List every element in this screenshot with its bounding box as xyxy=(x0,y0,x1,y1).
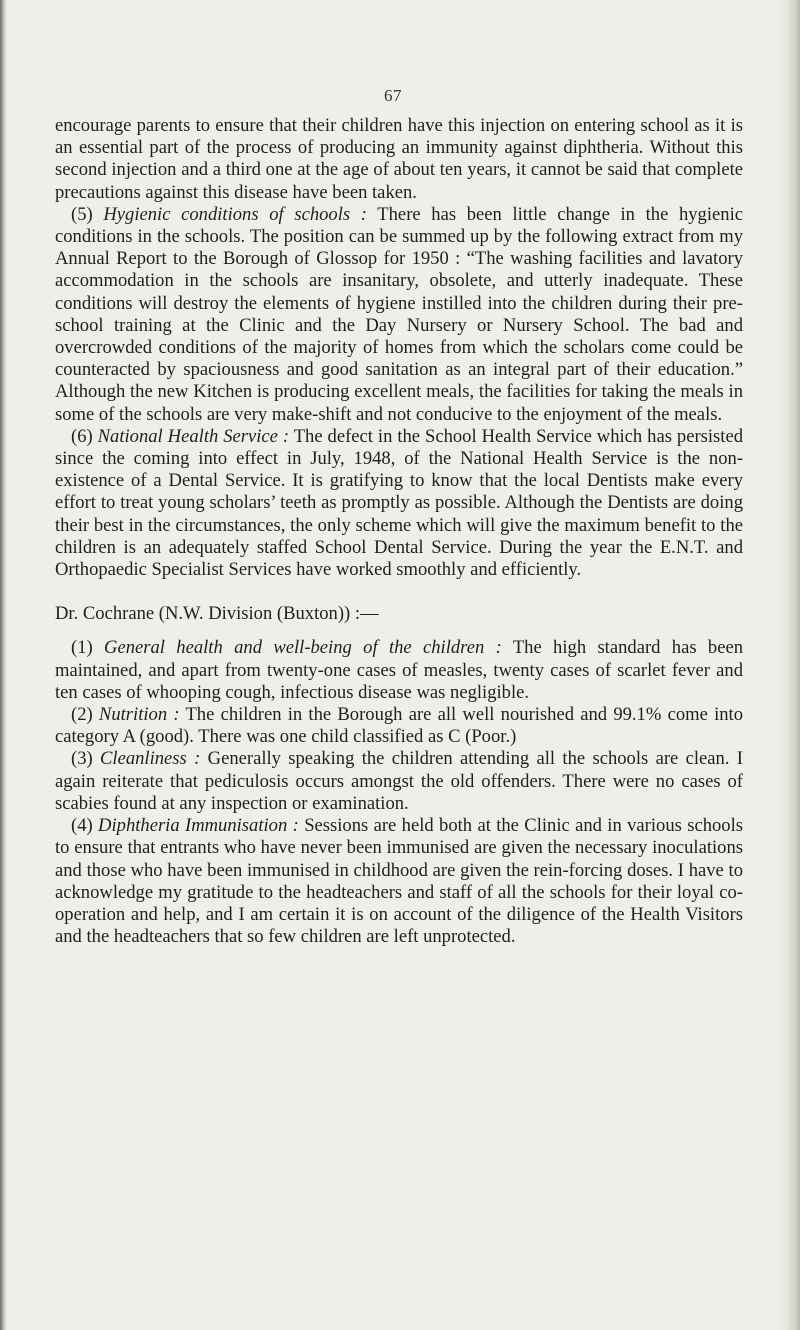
item-text: The high standard has been maintained, and apart from twenty-one cases of measles, twenty cases of scarlet fever and ten cases of whooping cough, infectious disease was negligible. xyxy=(55,637,743,703)
item-text: There has been little change in the hygienic conditions in the schools. The position can be summed up by the following extract from my Annual Report to the Borough of Glossop for 1950 : “The washing facilities and lavatory accommodation in the schools are insanitary, obsolete, and utterly inadequate. These conditions will destroy the elements of hygiene instilled into the children during their pre-school training at the Clinic and the Day Nursery or Nursery School. The bad and overcrowded conditions of the majority of homes from which the scholars come could be counteracted by spaciousness and good sanitation as an integral part of their education.” Although the new Kitchen is producing excellent meals, the facilities for taking the meals in some of the schools are very make-shift and not conducive to the enjoyment of the meals. xyxy=(55,203,743,425)
item-number: (3) xyxy=(71,748,93,770)
item-text: Generally speaking the children attending all the schools are clean. I again reiterate that pediculosis occurs amongst the old offenders. There were no cases of scabies found at any inspection or examination. xyxy=(55,748,743,814)
page-right-edge xyxy=(778,0,800,1330)
item-text: The children in the Borough are all well nourished and 99.1% come into category A (good). There was one child classified as C (Poor.) xyxy=(55,704,743,748)
item-number: (5) xyxy=(71,203,93,225)
page-number: 67 xyxy=(384,86,402,105)
item-text: The defect in the School Health Service which has persisted since the coming into effect in July, 1948, of the National Health Service is the non-existence of a Dental Service. It is gratifying to know that the local Dentists make every effort to treat young scholars’ teeth as promptly as possible. Although the Dentists are doing their best in the circumstances, the only scheme which will give the maximum benefit to the children is an adequately staffed School Dental Service. During the year the E.N.T. and Orthopaedic Specialist Services have worked smoothly and efficiently. xyxy=(55,425,744,581)
item-title: Nutrition : xyxy=(98,704,180,726)
item-title: Diphtheria Immunisation : xyxy=(98,815,299,837)
page-left-edge xyxy=(0,0,7,1330)
item-number: (2) xyxy=(71,704,93,726)
item-title: National Health Service : xyxy=(97,425,290,447)
item-text: Sessions are held both at the Clinic and in various schools to ensure that entrants who have never been immunised are given the necessary inoculations and those who have been immunised in childhood are given the rein-forcing doses. I have to acknowledge my gratitude to the headteachers and staff of all the schools for their loyal co-operation and help, and I am certain it is on account of the diligence of the Health Visitors and the headteachers that so few children are left unprotected. xyxy=(55,815,743,948)
item-title: General health and well-being of the children : xyxy=(104,637,502,659)
item-number: (4) xyxy=(71,815,93,837)
paragraph-hygienic-conditions xyxy=(55,204,743,426)
item-title: Cleanliness : xyxy=(100,748,201,770)
section-heading-cochrane: Dr. Cochrane (N.W. Division (Buxton)) :— xyxy=(55,603,379,625)
paragraph-cleanliness xyxy=(55,748,743,815)
item-number: (1) xyxy=(71,637,93,659)
paragraph-national-health-service xyxy=(55,426,743,581)
paragraph-diphtheria-injection: encourage parents to ensure that their children have this injection on entering school as it is an essential part of the process of producing an immunity against diphtheria. Without this second injection and a third one at the age of about ten years, it cannot be said that complete precautions against this disease have been taken. xyxy=(55,115,743,203)
paragraph-diphtheria-immunisation xyxy=(55,815,743,948)
page-body xyxy=(55,115,743,948)
paragraph-nutrition xyxy=(55,704,743,748)
paragraph-general-health xyxy=(55,637,743,704)
item-title: Hygienic conditions of schools : xyxy=(103,203,367,225)
item-number: (6) xyxy=(71,425,93,447)
